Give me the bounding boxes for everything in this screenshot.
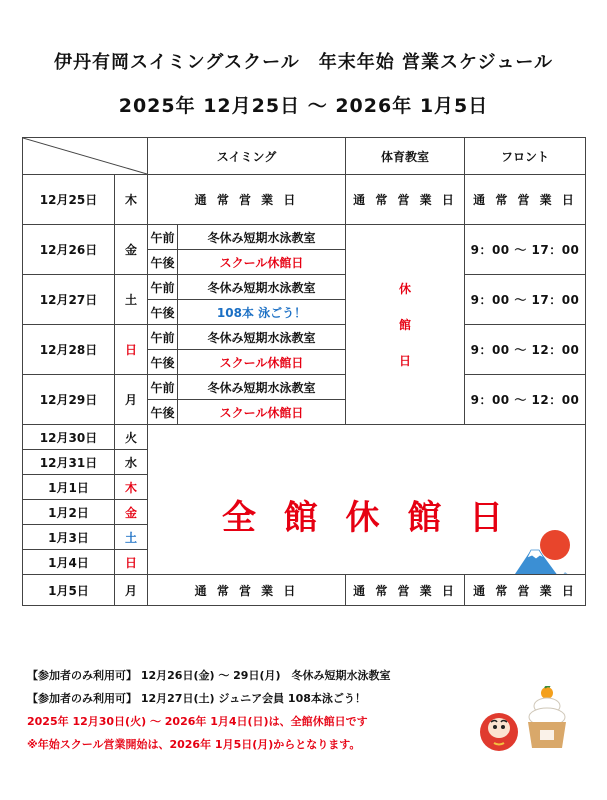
am-label: 午前 (148, 375, 178, 400)
date-cell: 1月2日 (23, 500, 115, 525)
program-pm: スクール休館日 (178, 400, 346, 425)
weekday-cell: 月 (115, 375, 148, 425)
gym-closed (346, 225, 465, 425)
weekday-cell: 月 (115, 575, 148, 606)
weekday-cell: 金 (115, 500, 148, 525)
date-cell: 12月28日 (23, 325, 115, 375)
note-line: 【参加者のみ利用可】 12月26日(金) ～ 29日(月) 冬休み短期水泳教室 (27, 669, 391, 682)
table-row (23, 325, 586, 350)
pm-label: 午後 (148, 300, 178, 325)
weekday-cell: 日 (115, 325, 148, 375)
pm-label: 午後 (148, 250, 178, 275)
weekday-cell: 金 (115, 225, 148, 275)
date-cell: 1月1日 (23, 475, 115, 500)
schedule-table (22, 137, 586, 606)
front-hours: 9：00 ～ 12：00 (465, 375, 586, 425)
front-hours: 9：00 ～ 17：00 (465, 225, 586, 275)
date-cell: 12月27日 (23, 275, 115, 325)
pm-label: 午後 (148, 350, 178, 375)
closed-char: 日 (398, 353, 411, 368)
am-label: 午前 (148, 325, 178, 350)
date-cell: 12月25日 (23, 175, 115, 225)
all-closed-area (148, 425, 586, 575)
closed-char: 館 (398, 317, 411, 332)
front-normal: 通 常 営 業 日 (465, 575, 586, 606)
date-cell: 12月30日 (23, 425, 115, 450)
notes (27, 667, 391, 759)
note-line: 【参加者のみ利用可】 12月27日(土) ジュニア会員 108本泳ごう！ (27, 692, 366, 705)
table-row (23, 275, 586, 300)
program-pm: スクール休館日 (178, 350, 346, 375)
swimming-normal: 通 常 営 業 日 (148, 175, 346, 225)
program-pm: 108本 泳ごう！ (178, 300, 346, 325)
header-gym: 体育教室 (346, 138, 465, 175)
weekday-cell: 土 (115, 275, 148, 325)
header-front: フロント (465, 138, 586, 175)
table-row (23, 425, 586, 450)
program-am: 冬休み短期水泳教室 (178, 225, 346, 250)
date-range-title: 2025年 12月25日 ～ 2026年 1月5日 (118, 95, 489, 117)
note-line: ※年始スクール営業開始は、2026年 1月5日(月)からとなります。 (27, 738, 361, 751)
date-cell: 12月26日 (23, 225, 115, 275)
weekday-cell: 水 (115, 450, 148, 475)
note-line: 2025年 12月30日(火) ～ 2026年 1月4日(日)は、全館休館日です (27, 715, 368, 728)
table-row (23, 375, 586, 400)
am-label: 午前 (148, 225, 178, 250)
table-row (23, 225, 586, 250)
daruma-icon (478, 708, 520, 752)
header-swimming: スイミング (148, 138, 346, 175)
date-cell: 12月31日 (23, 450, 115, 475)
table-row (23, 175, 586, 225)
diagonal-line (23, 138, 147, 174)
mount-fuji-sunrise-icon (509, 528, 577, 575)
program-am: 冬休み短期水泳教室 (178, 325, 346, 350)
closed-char: 休 (398, 281, 411, 296)
front-hours: 9：00 ～ 17：00 (465, 275, 586, 325)
page-title: 伊丹有岡スイミングスクール 年末年始 営業スケジュール (54, 52, 553, 73)
kagami-mochi-icon (522, 686, 572, 752)
front-hours: 9：00 ～ 12：00 (465, 325, 586, 375)
header-row (23, 138, 586, 175)
weekday-cell: 土 (115, 525, 148, 550)
program-am: 冬休み短期水泳教室 (178, 375, 346, 400)
program-am: 冬休み短期水泳教室 (178, 275, 346, 300)
weekday-cell: 木 (115, 175, 148, 225)
am-label: 午前 (148, 275, 178, 300)
pm-label: 午後 (148, 400, 178, 425)
weekday-cell: 日 (115, 550, 148, 575)
program-pm: スクール休館日 (178, 250, 346, 275)
table-row (23, 575, 586, 606)
weekday-cell: 木 (115, 475, 148, 500)
gym-normal: 通 常 営 業 日 (346, 575, 465, 606)
swimming-normal: 通 常 営 業 日 (148, 575, 346, 606)
front-normal: 通 常 営 業 日 (465, 175, 586, 225)
date-cell: 1月4日 (23, 550, 115, 575)
gym-normal: 通 常 営 業 日 (346, 175, 465, 225)
weekday-cell: 火 (115, 425, 148, 450)
date-cell: 1月5日 (23, 575, 115, 606)
corner-cell (23, 138, 148, 175)
all-closed-text: 全 館 休 館 日 (221, 498, 512, 538)
date-cell: 1月3日 (23, 525, 115, 550)
date-cell: 12月29日 (23, 375, 115, 425)
